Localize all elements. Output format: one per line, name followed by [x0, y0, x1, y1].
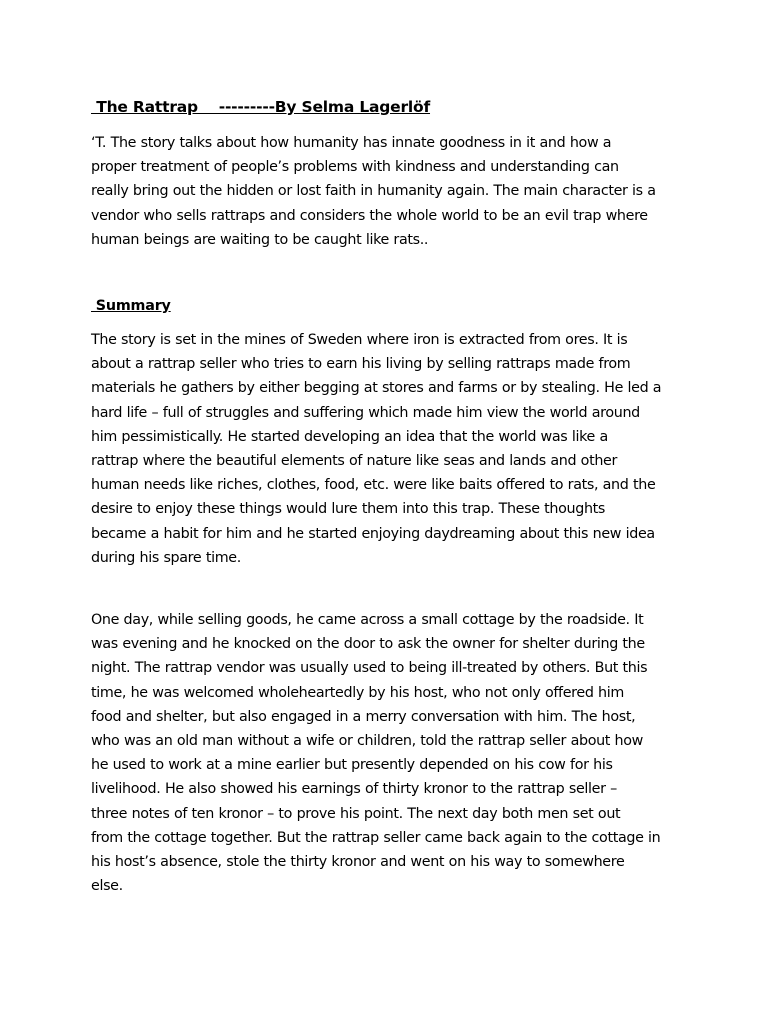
summary-line: who was an old man without a wife or children, told the rattrap seller about how — [91, 733, 644, 750]
summary-line: livelihood. He also showed his earnings of thirty kronor to the rattrap seller – — [91, 781, 617, 798]
intro-line: proper treatment of people’s problems with kindness and understanding can — [91, 159, 619, 176]
summary-line: materials he gathers by either begging at stores and farms or by stealing. He led a — [91, 380, 662, 397]
summary-line: The story is set in the mines of Sweden where iron is extracted from ores. It is — [91, 332, 628, 348]
summary-line: night. The rattrap vendor was usually used to being ill-treated by others. But this — [91, 660, 648, 677]
summary-line: One day, while selling goods, he came across a small cottage by the roadside. It — [91, 612, 644, 628]
intro-line: human beings are waiting to be caught like rats.. — [91, 231, 429, 248]
summary-line: time, he was welcomed wholeheartedly by his host, who not only offered him — [91, 684, 624, 701]
summary-line: three notes of ten kronor – to prove his point. The next day both men set out — [91, 805, 621, 822]
summary-line: was evening and he knocked on the door to ask the owner for shelter during the — [91, 636, 645, 653]
summary-line: rattrap where the beautiful elements of nature like seas and lands and other — [91, 453, 618, 470]
summary-line: his host’s absence, stole the thirty kronor and went on his way to somewhere — [91, 854, 625, 871]
intro-line: ‘T. The story talks about how humanity has innate goodness in it and how a — [91, 135, 612, 151]
summary-line: human needs like riches, clothes, food, etc. were like baits offered to rats, and the — [91, 477, 656, 494]
intro-paragraph — [91, 131, 691, 252]
summary-paragraph-1 — [91, 328, 691, 570]
summary-line: he used to work at a mine earlier but presently depended on his cow for his — [91, 757, 613, 774]
summary-line: him pessimistically. He started developing an idea that the world was like a — [91, 428, 608, 445]
summary-line: food and shelter, but also engaged in a merry conversation with him. The host, — [91, 708, 636, 725]
summary-line: hard life – full of struggles and suffering which made him view the world around — [91, 404, 640, 421]
document-title: The Rattrap ---------By Selma Lagerlöf — [91, 98, 431, 116]
summary-heading: Summary — [91, 298, 171, 314]
summary-line: from the cottage together. But the rattrap seller came back again to the cottage in — [91, 829, 661, 846]
summary-paragraph-2 — [91, 608, 691, 898]
summary-line: during his spare time. — [91, 549, 241, 566]
summary-line: about a rattrap seller who tries to earn his living by selling rattraps made from — [91, 356, 631, 373]
summary-line: became a habit for him and he started enjoying daydreaming about this new idea — [91, 525, 655, 542]
intro-line: really bring out the hidden or lost faith in humanity again. The main character is a — [91, 183, 656, 200]
summary-line: else. — [91, 878, 123, 895]
intro-line: vendor who sells rattraps and considers the whole world to be an evil trap where — [91, 207, 648, 224]
summary-line: desire to enjoy these things would lure them into this trap. These thoughts — [91, 501, 606, 518]
